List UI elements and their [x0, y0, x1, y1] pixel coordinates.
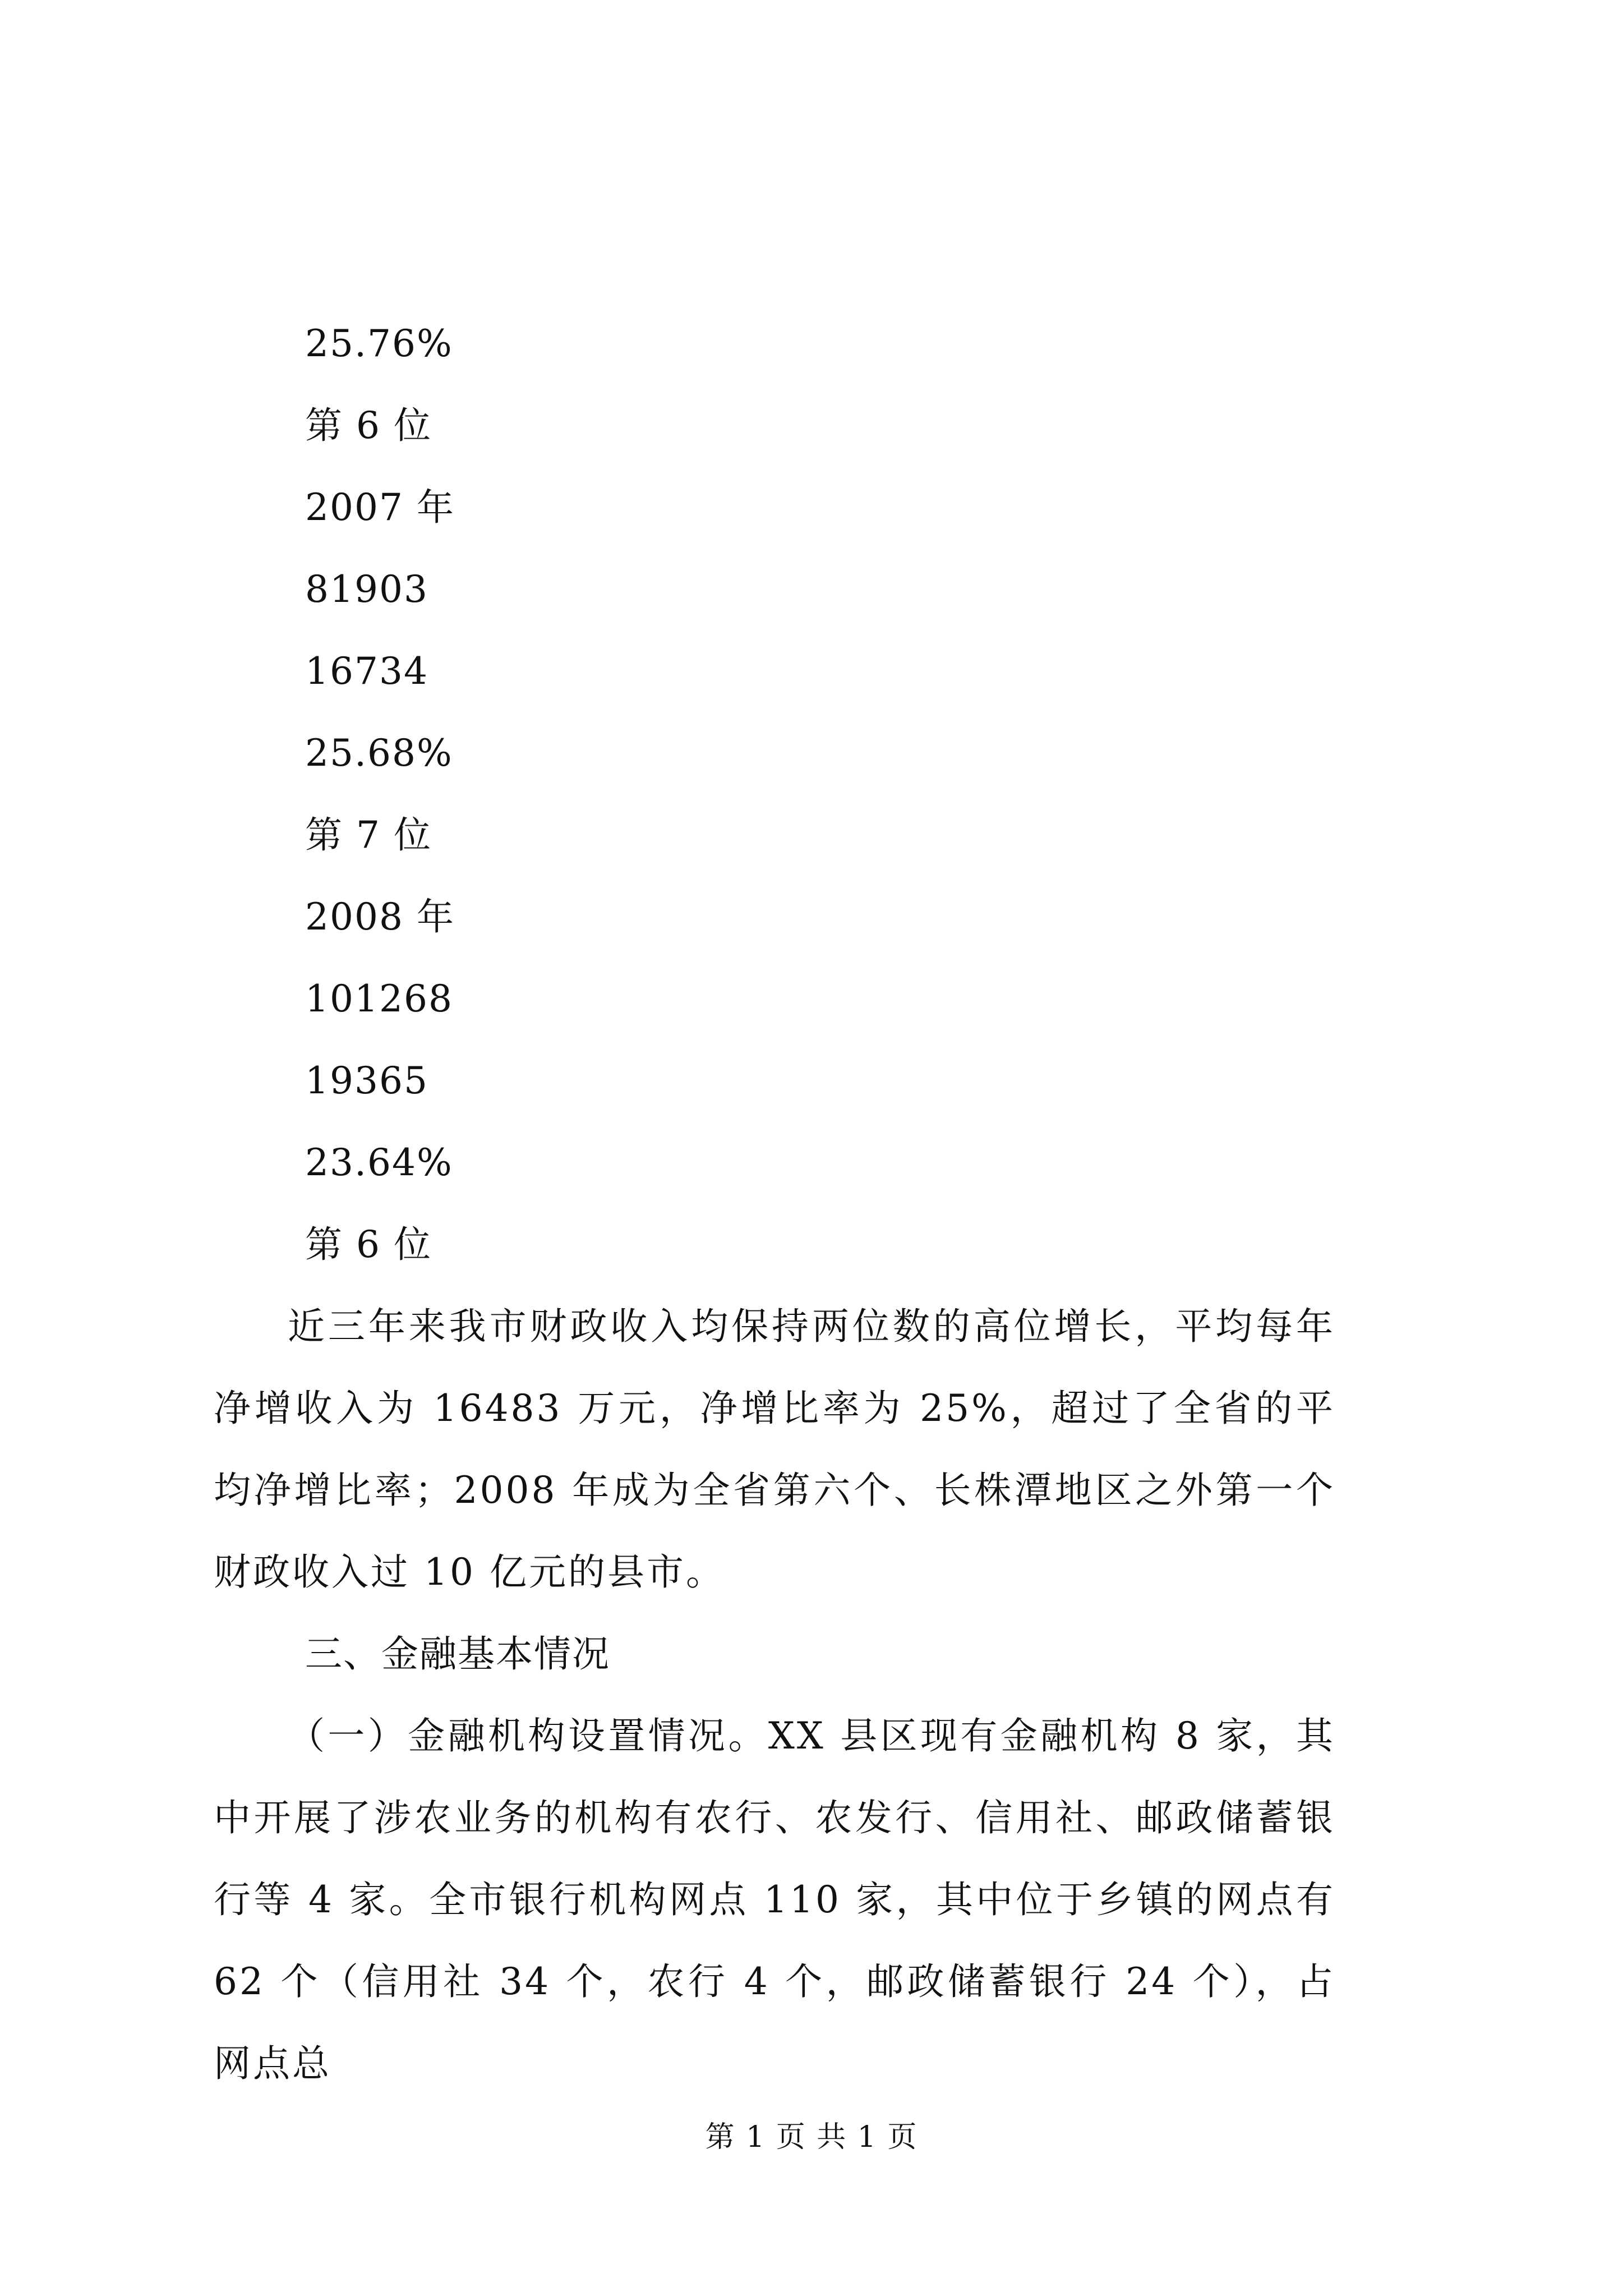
- document-body: [214, 303, 1427, 2105]
- table-cell-year-2008: 2008 年: [305, 895, 455, 938]
- table-cell-revenue-2008: 101268: [305, 977, 453, 1020]
- table-cell-rank-2006: 第 6 位: [305, 404, 432, 447]
- page-footer: 第 1 页 共 1 页: [705, 2120, 918, 2154]
- table-cell-revenue-2007: 81903: [305, 568, 428, 611]
- table-cell-increase-2007: 16734: [305, 650, 428, 693]
- paragraph-fiscal-growth: 近三年来我市财政收入均保持两位数的高位增长，平均每年净增收入为 16483 万元，净增比率为 25%，超过了全省的平均净增比率；2008 年成为全省第六个、长株潭地区之外第一个财政收入过 10 亿元的县市。: [214, 1305, 1335, 1594]
- table-cell-rate-2007: 25.68%: [305, 731, 453, 775]
- section-heading-finance: 三、金融基本情况: [305, 1632, 610, 1676]
- table-cell-increase-2008: 19365: [305, 1059, 428, 1102]
- table-cell-rank-2008: 第 6 位: [305, 1223, 432, 1266]
- table-cell-rank-2007: 第 7 位: [305, 813, 432, 857]
- table-cell-rate-2006: 25.76%: [305, 322, 453, 365]
- table-cell-rate-2008: 23.64%: [305, 1141, 453, 1184]
- table-cell-year-2007: 2007 年: [305, 486, 455, 529]
- paragraph-financial-institutions: （一）金融机构设置情况。XX 县区现有金融机构 8 家，其中开展了涉农业务的机构有农行、农发行、信用社、邮政储蓄银行等 4 家。全市银行机构网点 110 家，其中位于乡镇的网点有 62 个（信用社 34 个，农行 4 个，邮政储蓄银行 24 个），占网点总: [214, 1714, 1335, 2085]
